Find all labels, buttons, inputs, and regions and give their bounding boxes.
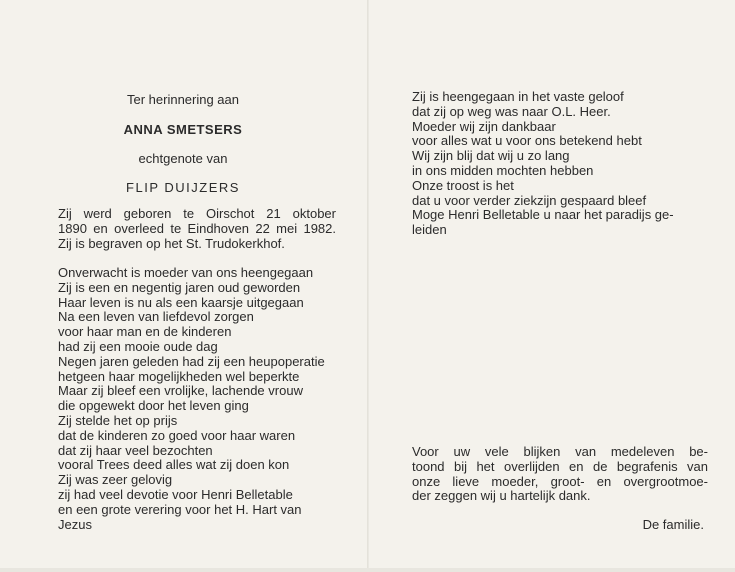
poem-line: Moge Henri Belletable u naar het paradijs ge- — [412, 207, 674, 223]
thanks-line: der zeggen wij u hartelijk dank. — [412, 488, 591, 504]
poem-line: had zij een mooie oude dag — [58, 338, 218, 354]
poem-line: Zij stelde het op prijs — [58, 412, 178, 428]
bio-line: Zij is begraven op het St. Trudokerkhof. — [58, 235, 285, 251]
poem-line: hetgeen haar mogelijkheden wel beperkte — [58, 368, 300, 384]
poem-line: zij had veel devotie voor Henri Belletable — [58, 486, 293, 502]
bio-line: Zij werd geboren te Oirschot 21 oktober — [58, 206, 336, 221]
card-fold — [367, 0, 369, 572]
thanks-line: Voor uw vele blijken van medeleven be- — [412, 444, 708, 459]
poem-line: Zij was zeer gelovig — [58, 472, 173, 488]
biography — [58, 207, 336, 251]
thanks-line: onze lieve moeder, groot- en overgrootmoe- — [412, 473, 708, 489]
poem-line: Onze troost is het — [412, 177, 514, 193]
right-poem — [412, 90, 708, 238]
poem-line: Jezus — [58, 516, 92, 532]
poem-line: vooral Trees deed alles wat zij doen kon — [58, 457, 290, 473]
deceased-name: ANNA SMETSERS — [123, 122, 243, 137]
poem-line: dat de kinderen zo goed voor haar waren — [58, 427, 296, 443]
poem-line: dat zij haar veel bezochten — [58, 442, 213, 458]
poem-line: die opgewekt door het leven ging — [58, 398, 249, 414]
poem-line: Onverwacht is moeder van ons heengegaan — [58, 265, 314, 280]
poem-line: Zij is heengegaan in het vaste geloof — [412, 89, 624, 104]
poem-line: Maar zij bleef een vrolijke, lachende vrouw — [58, 383, 303, 399]
card-bottom-edge — [0, 568, 735, 572]
thanks-line: toond bij het overlijden en de begrafenis van — [412, 458, 708, 474]
poem-line: Na een leven van liefdevol zorgen — [58, 309, 254, 325]
poem-line: Zij is een en negentig jaren oud geworden — [58, 279, 301, 295]
poem-line: Haar leven is nu als een kaarsje uitgegaan — [58, 294, 304, 310]
poem-line: en een grote verering voor het H. Hart van — [58, 501, 302, 517]
poem-line: in ons midden mochten hebben — [412, 162, 594, 178]
poem-line: Wij zijn blij dat wij u zo lang — [412, 148, 570, 164]
in-memory-heading: Ter herinnering aan — [126, 92, 240, 107]
signature: De familie. — [642, 517, 704, 532]
thanks-text — [412, 445, 708, 504]
poem-line: Moeder wij zijn dankbaar — [412, 118, 556, 134]
spouse-name: FLIP DUIJZERS — [126, 180, 240, 195]
poem-line: Negen jaren geleden had zij een heupoperatie — [58, 353, 325, 369]
poem-line: voor haar man en de kinderen — [58, 324, 232, 340]
spouse-label: echtgenote van — [138, 151, 228, 166]
poem-line: leiden — [412, 222, 447, 238]
left-poem — [58, 266, 336, 532]
bio-line: 1890 en overleed te Eindhoven 22 mei 1982. — [58, 220, 336, 236]
poem-line: voor alles wat u voor ons betekend hebt — [412, 133, 642, 149]
poem-line: dat u voor verder ziekzijn gespaard bleef — [412, 192, 647, 208]
poem-line: dat zij op weg was naar O.L. Heer. — [412, 103, 611, 119]
